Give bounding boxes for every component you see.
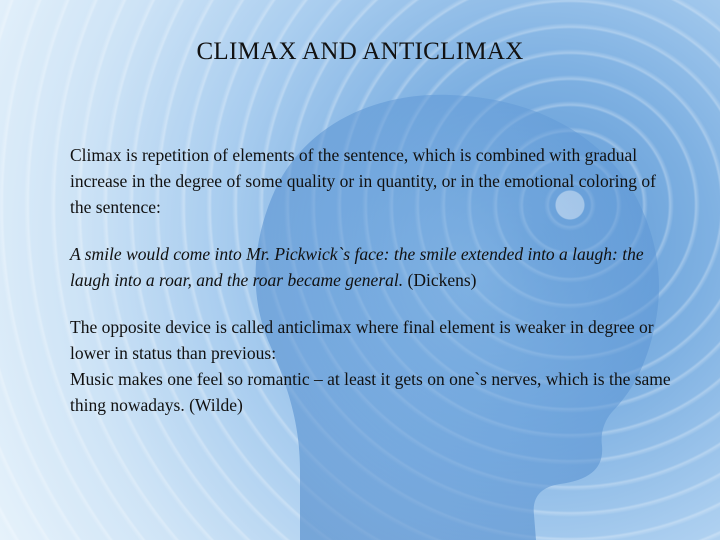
climax-example: [64, 241, 674, 293]
climax-example-source: (Dickens): [403, 270, 477, 290]
anticlimax-example: Music makes one feel so romantic – at least it gets on one`s nerves, which is the same thing nowadays. (Wilde): [70, 369, 671, 415]
anticlimax-definition: The opposite device is called anticlimax where final element is weaker in degree or lower in status than previous:: [70, 317, 654, 363]
climax-definition: Climax is repetition of elements of the sentence, which is combined with gradual increase in the degree of some quality or in quantity, or in the emotional coloring of the sentence:: [70, 145, 656, 217]
climax-example-quote: A smile would come into Mr. Pickwick`s face: the smile extended into a laugh: the laugh into a roar, and the roar became general.: [70, 244, 644, 290]
slide-body: [64, 142, 674, 418]
slide-title: CLIMAX AND ANTICLIMAX: [196, 38, 524, 65]
